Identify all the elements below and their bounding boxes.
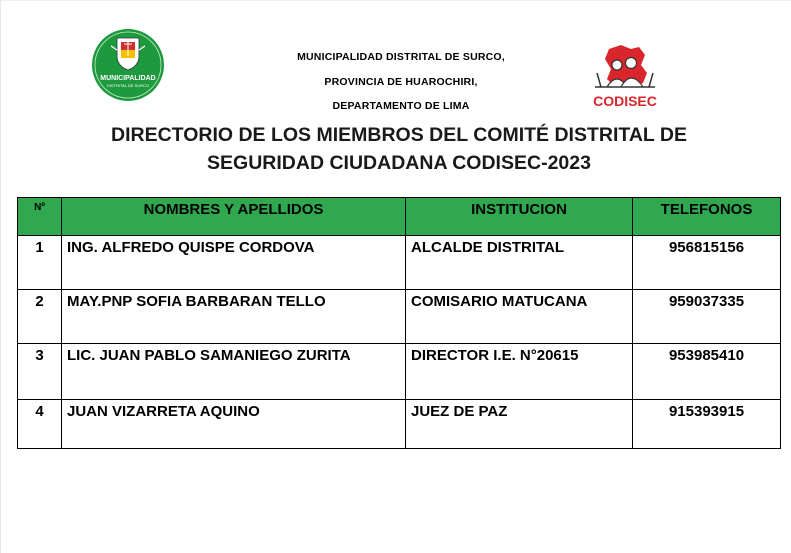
member-phone: 915393915 — [633, 400, 781, 449]
header-phone: TELEFONOS — [633, 198, 781, 236]
municipality-logo-text: MUNICIPALIDAD — [100, 75, 156, 82]
table-row — [18, 236, 781, 290]
member-institution: COMISARIO MATUCANA — [406, 290, 633, 344]
member-phone: 959037335 — [633, 290, 781, 344]
row-number: 2 — [18, 290, 62, 344]
header-line-3: DEPARTAMENTO DE LIMA — [332, 100, 470, 112]
codisec-logo — [587, 43, 663, 113]
member-name: JUAN VIZARRETA AQUINO — [62, 400, 406, 449]
member-name: MAY.PNP SOFIA BARBARAN TELLO — [62, 290, 406, 344]
member-name: ING. ALFREDO QUISPE CORDOVA — [62, 236, 406, 290]
municipality-logo — [91, 28, 165, 102]
member-institution: ALCALDE DISTRITAL — [406, 236, 633, 290]
header-institution: INSTITUCION — [406, 198, 633, 236]
header-number: Nº — [18, 198, 62, 236]
document-title-line-2: SEGURIDAD CIUDADANA CODISEC-2023 — [207, 152, 591, 174]
document-title-line-1: DIRECTORIO DE LOS MIEMBROS DEL COMITÉ DISTRITAL DE — [110, 124, 687, 146]
header-line-1: MUNICIPALIDAD DISTRITAL DE SURCO, — [297, 51, 505, 63]
member-institution: DIRECTOR I.E. N°20615 — [406, 344, 633, 400]
header-line-2: PROVINCIA DE HUAROCHIRI, — [324, 76, 478, 88]
member-phone: 953985410 — [633, 344, 781, 400]
member-name: LIC. JUAN PABLO SAMANIEGO ZURITA — [62, 344, 406, 400]
row-number: 1 — [18, 236, 62, 290]
row-number: 3 — [18, 344, 62, 400]
directory-table — [17, 197, 781, 449]
codisec-logo-text: CODISEC — [593, 93, 657, 109]
header-name: NOMBRES Y APELLIDOS — [62, 198, 406, 236]
table-header-row — [18, 198, 781, 236]
municipality-logo-subtext: DISTRITAL DE SURCO — [106, 83, 150, 88]
row-number: 4 — [18, 400, 62, 449]
member-phone: 956815156 — [633, 236, 781, 290]
table-row — [18, 400, 781, 449]
table-row — [18, 344, 781, 400]
table-row — [18, 290, 781, 344]
member-institution: JUEZ DE PAZ — [406, 400, 633, 449]
